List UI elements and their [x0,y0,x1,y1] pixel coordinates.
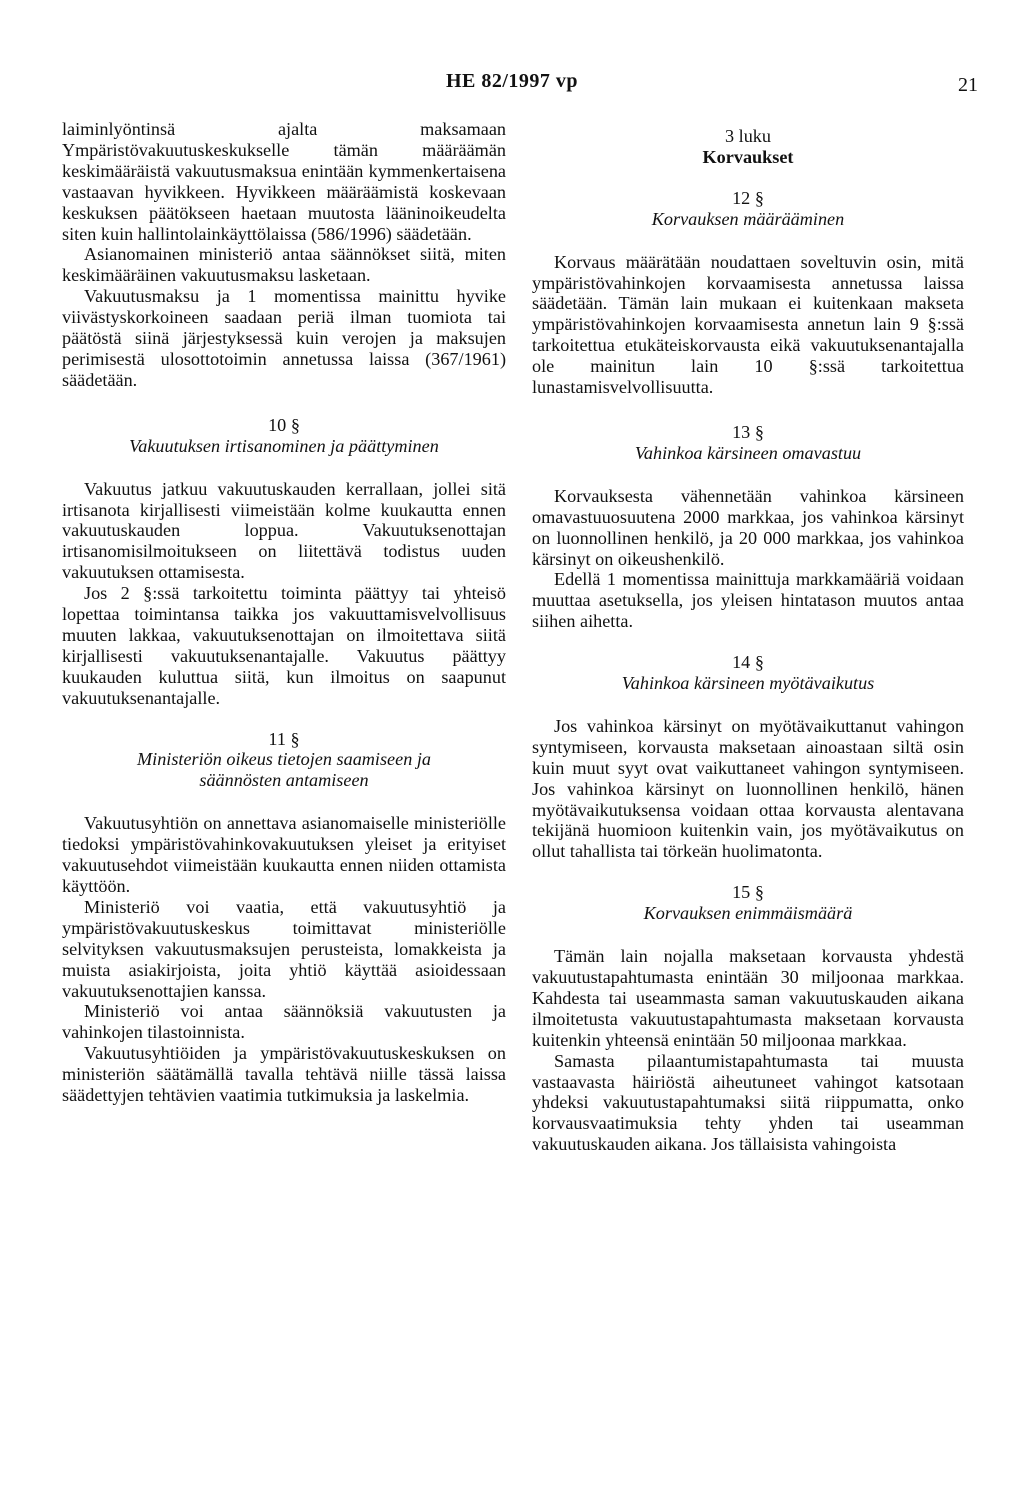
section-number: 10 § [268,414,300,435]
page-number: 21 [958,74,978,96]
section-11-heading [62,729,506,792]
section-title: Korvauksen määrääminen [651,208,845,229]
left-column [62,119,506,1106]
section-title: Vakuutuksen irtisanominen ja päättyminen [129,435,439,456]
paragraph: Samasta pilaantumistapahtumasta tai muusta vastaavasta häiriöstä aiheutuneet vahingot katsotaan yhdeksi vakuutustapahtumaksi siitä riippumatta, onko korvausvaatimuksia tehty yhden tai useamman vakuutuskauden aikana. Jos tällaisista vahingoista [532,1050,964,1155]
section-title: Vahinkoa kärsineen omavastuu [634,442,862,463]
paragraph: Asianomainen ministeriö antaa säännökset siitä, miten keskimääräinen vakuutusmaksu lasketaan. [62,244,506,286]
paragraph: Jos vahinkoa kärsinyt on myötävaikuttanut vahingon syntymiseen, korvausta maksetaan ainoastaan siltä osin kuin muut syyt ovat vaikuttaneet vahingon syntymiseen. Jos vahinkoa kärsinyt on luonnollinen henkilö, hänen myötävaikutuksensa voidaan ottaa korvausta alentavana tekijänä huomioon kuitenkin vain, jos myötävaikutus on ollut tahallista tai törkeän huolimatonta. [532,715,964,862]
section-12-heading [532,188,964,230]
chapter-heading [532,126,964,168]
paragraph: Ministeriö voi vaatia, että vakuutusyhtiö ja ympäristövakuutuskeskus toimittavat ministeriölle selvityksen vakuutusmaksujen perusteista, lomakkeista ja muista asiakirjoista, joita yhtiö käyttää asioidessaan vakuutuksenottajien kanssa. [62,896,506,1001]
section-number: 12 § [732,187,764,208]
section-title: Vahinkoa kärsineen myötävaikutus [621,673,875,694]
paragraph: Korvaus määrätään noudattaen soveltuvin osin, mitä ympäristövahinkojen korvaamisesta annetussa laissa säädetään. Tämän lain mukaan ei kuitenkaan makseta ympäristövahinkojen korvaamisesta annetun lain 9 §:ssä tarkoitettua etukäteiskorvausta eikä vakuutuksenantajalla ole mainitun lain 10 §:ssä tarkoitettua lunastamisvelvollisuutta. [532,251,964,398]
chapter-number: 3 luku [725,126,771,146]
paragraph: Vakuutus jatkuu vakuutuskauden kerrallaan, jollei sitä irtisanota kirjallisesti viimeistään kolme kuukautta ennen vakuutuskauden loppua. Vakuutuksenottajan irtisanomisilmoitukseen on liitettävä todistus uuden vakuutuksen ottamisesta. [62,478,506,583]
section-number: 13 § [732,421,764,442]
section-14-heading [532,652,964,694]
paragraph: Vakuutusmaksu ja 1 momentissa mainittu hyvike viivästyskorkoineen saadaan periä ilman tuomiota tai päätöstä siinä järjestyksessä kuin verojen ja maksujen perimisestä ulosottotoimin annetussa laissa (367/1961) säädetään. [62,286,506,390]
right-column [532,126,964,1155]
section-13-heading [532,422,964,464]
section-15-heading [532,882,964,924]
section-number: 11 § [268,728,300,749]
page-header-title: HE 82/1997 vp [445,70,579,92]
paragraph: Jos 2 §:ssä tarkoitettu toiminta päättyy tai yhteisö lopettaa toimintansa taikka jos vakuuttamisvelvollisuus muuten lakkaa, vakuutuksenottajan on ilmoitettava siitä kirjallisesti vakuutuksenantajalle. Vakuutus päättyy kuukauden kuluttua siitä, kun ilmoitus on saapunut vakuutuksenantajalle. [62,583,506,708]
paragraph: Ministeriö voi antaa säännöksiä vakuutusten ja vahinkojen tilastoinnista. [62,1001,506,1043]
section-number: 15 § [732,882,764,903]
section-title-line-2: säännösten antamiseen [199,770,369,791]
paragraph: laiminlyöntinsä ajalta maksamaan Ympäristövakuutuskeskukselle tämän määräämän keskimääräistä vakuutusmaksua enintään kymmenkertaisena vastaavan hyvikkeen. Hyvikkeen määräämistä koskevaan keskuksen päätökseen haetaan muutosta lääninoikeudelta siten kuin hallintolainkäyttölaissa (586/1996) säädetään. [62,119,506,244]
section-10-heading [62,415,506,457]
section-title-line-1: Ministeriön oikeus tietojen saamiseen ja [137,749,431,770]
paragraph: Vakuutusyhtiöiden ja ympäristövakuutuskeskuksen on ministeriön säätämällä tavalla tehtävä niille tässä laissa säädettyjen tehtävien vaatimia tutkimuksia ja laskelmia. [62,1043,506,1106]
section-title: Korvauksen enimmäismäärä [643,903,853,924]
paragraph: Korvauksesta vähennetään vahinkoa kärsineen omavastuuosuutena 2000 markkaa, jos vahinkoa kärsinyt on luonnollinen henkilö, ja 20 000 markkaa, jos vahinkoa kärsinyt on oikeushenkilö. [532,485,964,569]
chapter-title: Korvaukset [702,146,794,167]
paragraph: Tämän lain nojalla maksetaan korvausta yhdestä vakuutustapahtumasta enintään 30 miljoonaa markkaa. Kahdesta tai useammasta saman vakuutuskauden aikana ilmoitetusta vakuutustapahtumasta maksetaan korvausta kuitenkin yhteensä enintään 50 miljoonaa markkaa. [532,946,964,1050]
paragraph: Edellä 1 momentissa mainittuja markkamääriä voidaan muuttaa asetuksella, jos yleisen hintatason muutos antaa siihen aihetta. [532,569,964,632]
section-number: 14 § [732,652,764,673]
paragraph: Vakuutusyhtiön on annettava asianomaiselle ministeriölle tiedoksi ympäristövahinkovakuutuksen yleiset ja erityiset vakuutusehdot viimeistään kuukautta ennen niiden ottamista käyttöön. [62,813,506,896]
